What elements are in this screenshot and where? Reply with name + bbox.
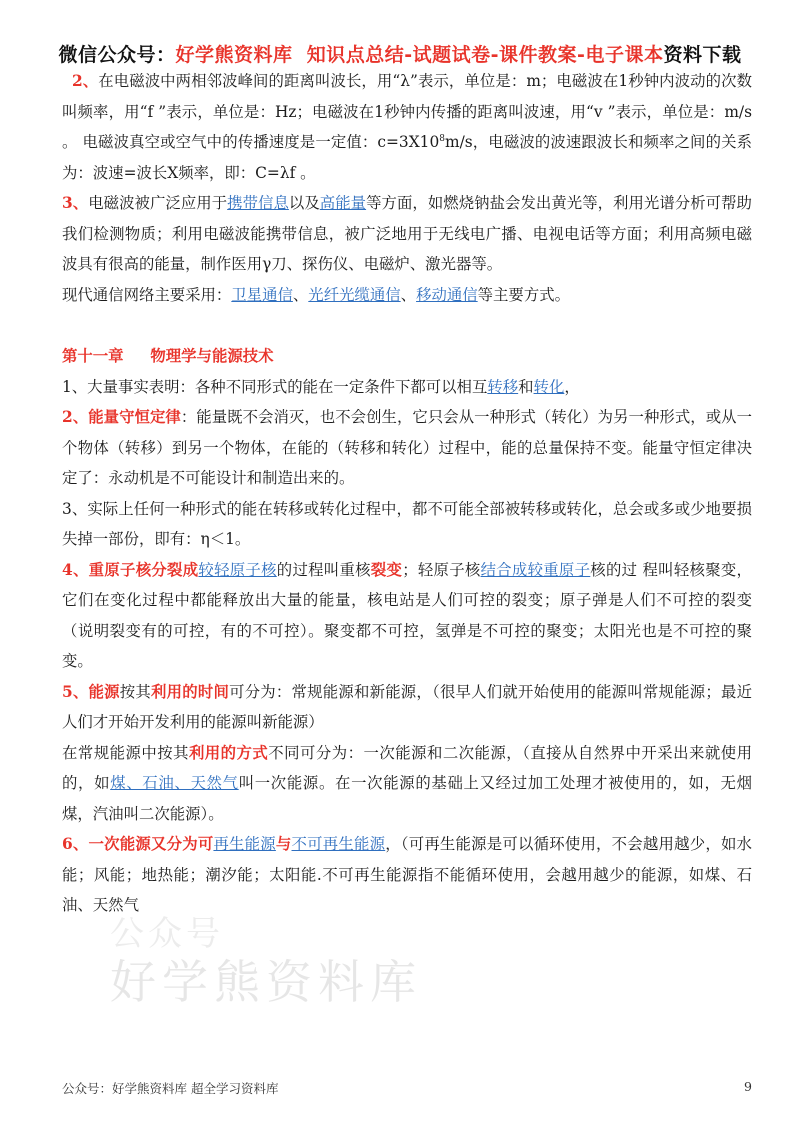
paragraph-communication <box>62 280 752 311</box>
para-text: 1、大量事实表明：各种不同形式的能在一定条件下都可以相互 <box>62 377 488 396</box>
watermark-line2: 好学熊资料库 <box>110 955 422 1009</box>
para-text: ， <box>564 377 580 396</box>
link-transfer[interactable]: 转移 <box>487 377 519 396</box>
separator: 、 <box>400 285 417 304</box>
term-conservation: 能量守恒定律 <box>88 408 181 426</box>
chapter-title <box>62 341 752 372</box>
link-satellite[interactable]: 卫星通信 <box>231 285 293 304</box>
para-text: 不同可分为：一次能源和二次能源，（直接从自然界中开采出来就使用的，如 <box>62 743 752 792</box>
term-usage-time: 利用的时间 <box>151 682 230 701</box>
para-text: ，（可再生能源是可以循环使用，不会越用越少，如水能；风能；地热能；潮汐能；太阳能.不可再生能源指不能循环使用，会越用越少的能源，如煤、石油、天然气 <box>62 835 752 914</box>
para-number: 2、 <box>71 72 99 90</box>
header-suffix: 资料下载 <box>663 44 742 66</box>
exponent: 8 <box>439 133 445 144</box>
term-usage-method: 利用的方式 <box>188 743 269 762</box>
para-text: 以及 <box>288 194 320 212</box>
paragraph-nuclear <box>62 555 752 677</box>
paragraph-wave <box>62 66 752 188</box>
para-text: 可分为：常规能源和新能源，（很早人们就开始使用的能源叫常规能源；最近人们才开始开发利用的能源叫新能源） <box>62 682 752 731</box>
link-carry-info[interactable]: 携带信息 <box>227 194 289 212</box>
link-renewable[interactable]: 再生能源 <box>213 835 276 853</box>
paragraph-renewable <box>62 829 752 921</box>
paragraph-conservation <box>62 402 752 494</box>
footer-text: 公众号：好学熊资料库 超全学习资料库 <box>62 1081 279 1096</box>
paragraph-primary-secondary <box>62 738 752 830</box>
link-nonrenewable[interactable]: 不可再生能源 <box>291 835 386 853</box>
link-mobile[interactable]: 移动通信 <box>416 285 478 304</box>
page-footer <box>62 1079 752 1097</box>
chapter-number: 第十一章 <box>62 347 124 365</box>
link-fossil-fuels[interactable]: 煤、石油、天然气 <box>110 774 239 792</box>
para-text: 现代通信网络主要采用： <box>62 285 232 304</box>
para-text: 电磁波被广泛应用于 <box>88 194 228 212</box>
link-heavier-nucleus[interactable]: 结合成较重原子 <box>480 560 591 579</box>
para-text: 和 <box>518 377 534 396</box>
paragraph-em-applications <box>62 188 752 280</box>
link-transform[interactable]: 转化 <box>533 377 565 396</box>
paragraph-energy-conversion <box>62 372 752 403</box>
para-number: 5、 <box>62 682 89 701</box>
header-prefix: 微信公众号： <box>58 44 176 66</box>
header-tags: 知识点总结-试题试卷-课件教案-电子课本 <box>306 44 664 66</box>
header-brand: 好学熊资料库 <box>175 44 293 66</box>
watermark <box>110 910 422 1009</box>
term-fission: 裂变 <box>370 560 403 579</box>
para-text: 在常规能源中按其 <box>62 743 189 762</box>
term-and: 与 <box>275 835 292 853</box>
paragraph-energy-sources <box>62 677 752 738</box>
para-number: 2、 <box>62 408 89 426</box>
para-text: 等主要方式。 <box>477 285 570 304</box>
para-text: 叫一次能源。在一次能源的基础上又经过加工处理才被使用的，如，无烟煤，汽油叫二次能源）。 <box>62 774 752 823</box>
para-text: 3、实际上任何一种形式的能在转移或转化过程中，都不可能全部被转移或转化，总会或多或少地要损失掉一部份，即有：η＜1。 <box>62 499 752 548</box>
para-number: 3、 <box>62 194 89 212</box>
para-text: 核的过 程叫轻核聚变，它们在变化过程中都能释放出大量的能量，核电站是人们可控的裂变；原子弹是人们不可控的裂变（说明裂变有的可控，有的不可控）。聚变都不可控，氢弹是不可控的聚变；太阳光也是不可控的聚变。 <box>62 560 752 670</box>
para-text: ：能量既不会消灭，也不会创生，它只会从一种形式（转化）为另一种形式，或从一个物体（转移）到另一个物体，在能的（转移和转化）过程中，能的总量保持不变。能量守恒定律决定了：永动机是不可能设计和制造出来的。 <box>62 408 752 487</box>
para-text: 的过程叫重核 <box>276 560 371 579</box>
watermark-line1: 公众号 <box>110 914 224 954</box>
para-text: 在电磁波中两相邻波峰间的距离叫波长，用“λ”表示，单位是：m；电磁波在1秒钟内波动的次数叫频率，用“f ”表示，单位是：Hz；电磁波在1秒钟内传播的距离叫波速，用“v ”表示，单位是：m/s 。 电磁波真空或空气中的传播速度是一定值：c=3X10 <box>62 72 752 151</box>
term-energy-source: 能源 <box>88 682 120 701</box>
page-header <box>0 40 800 67</box>
page-number: 9 <box>744 1079 752 1094</box>
para-text: 按其 <box>119 682 152 701</box>
term-primary-split: 6、一次能源又分为可 <box>62 835 214 853</box>
para-text: ；轻原子核 <box>402 560 481 579</box>
document-body <box>62 66 752 921</box>
link-high-energy[interactable]: 高能量 <box>319 194 367 212</box>
term-fission-def: 重原子核分裂成 <box>88 560 199 579</box>
chapter-name: 物理学与能源技术 <box>150 347 274 365</box>
paragraph-efficiency <box>62 494 752 555</box>
separator: 、 <box>292 285 309 304</box>
link-lighter-nucleus[interactable]: 较轻原子核 <box>198 560 277 579</box>
link-fiber[interactable]: 光纤光缆通信 <box>308 285 401 304</box>
para-text: m/s，电磁波的波速跟波长和频率之间的关系为：波速=波长X频率，即：C=λf 。 <box>62 133 752 182</box>
para-number: 4、 <box>62 560 89 579</box>
para-text: 等方面，如燃烧钠盐会发出黄光等，利用光谱分析可帮助我们检测物质；利用电磁波能携带信息，被广泛地用于无线电广播、电视电话等方面；利用高频电磁波具有很高的能量，制作医用γ刀、探伤仪、电磁炉、激光器等。 <box>62 194 752 273</box>
